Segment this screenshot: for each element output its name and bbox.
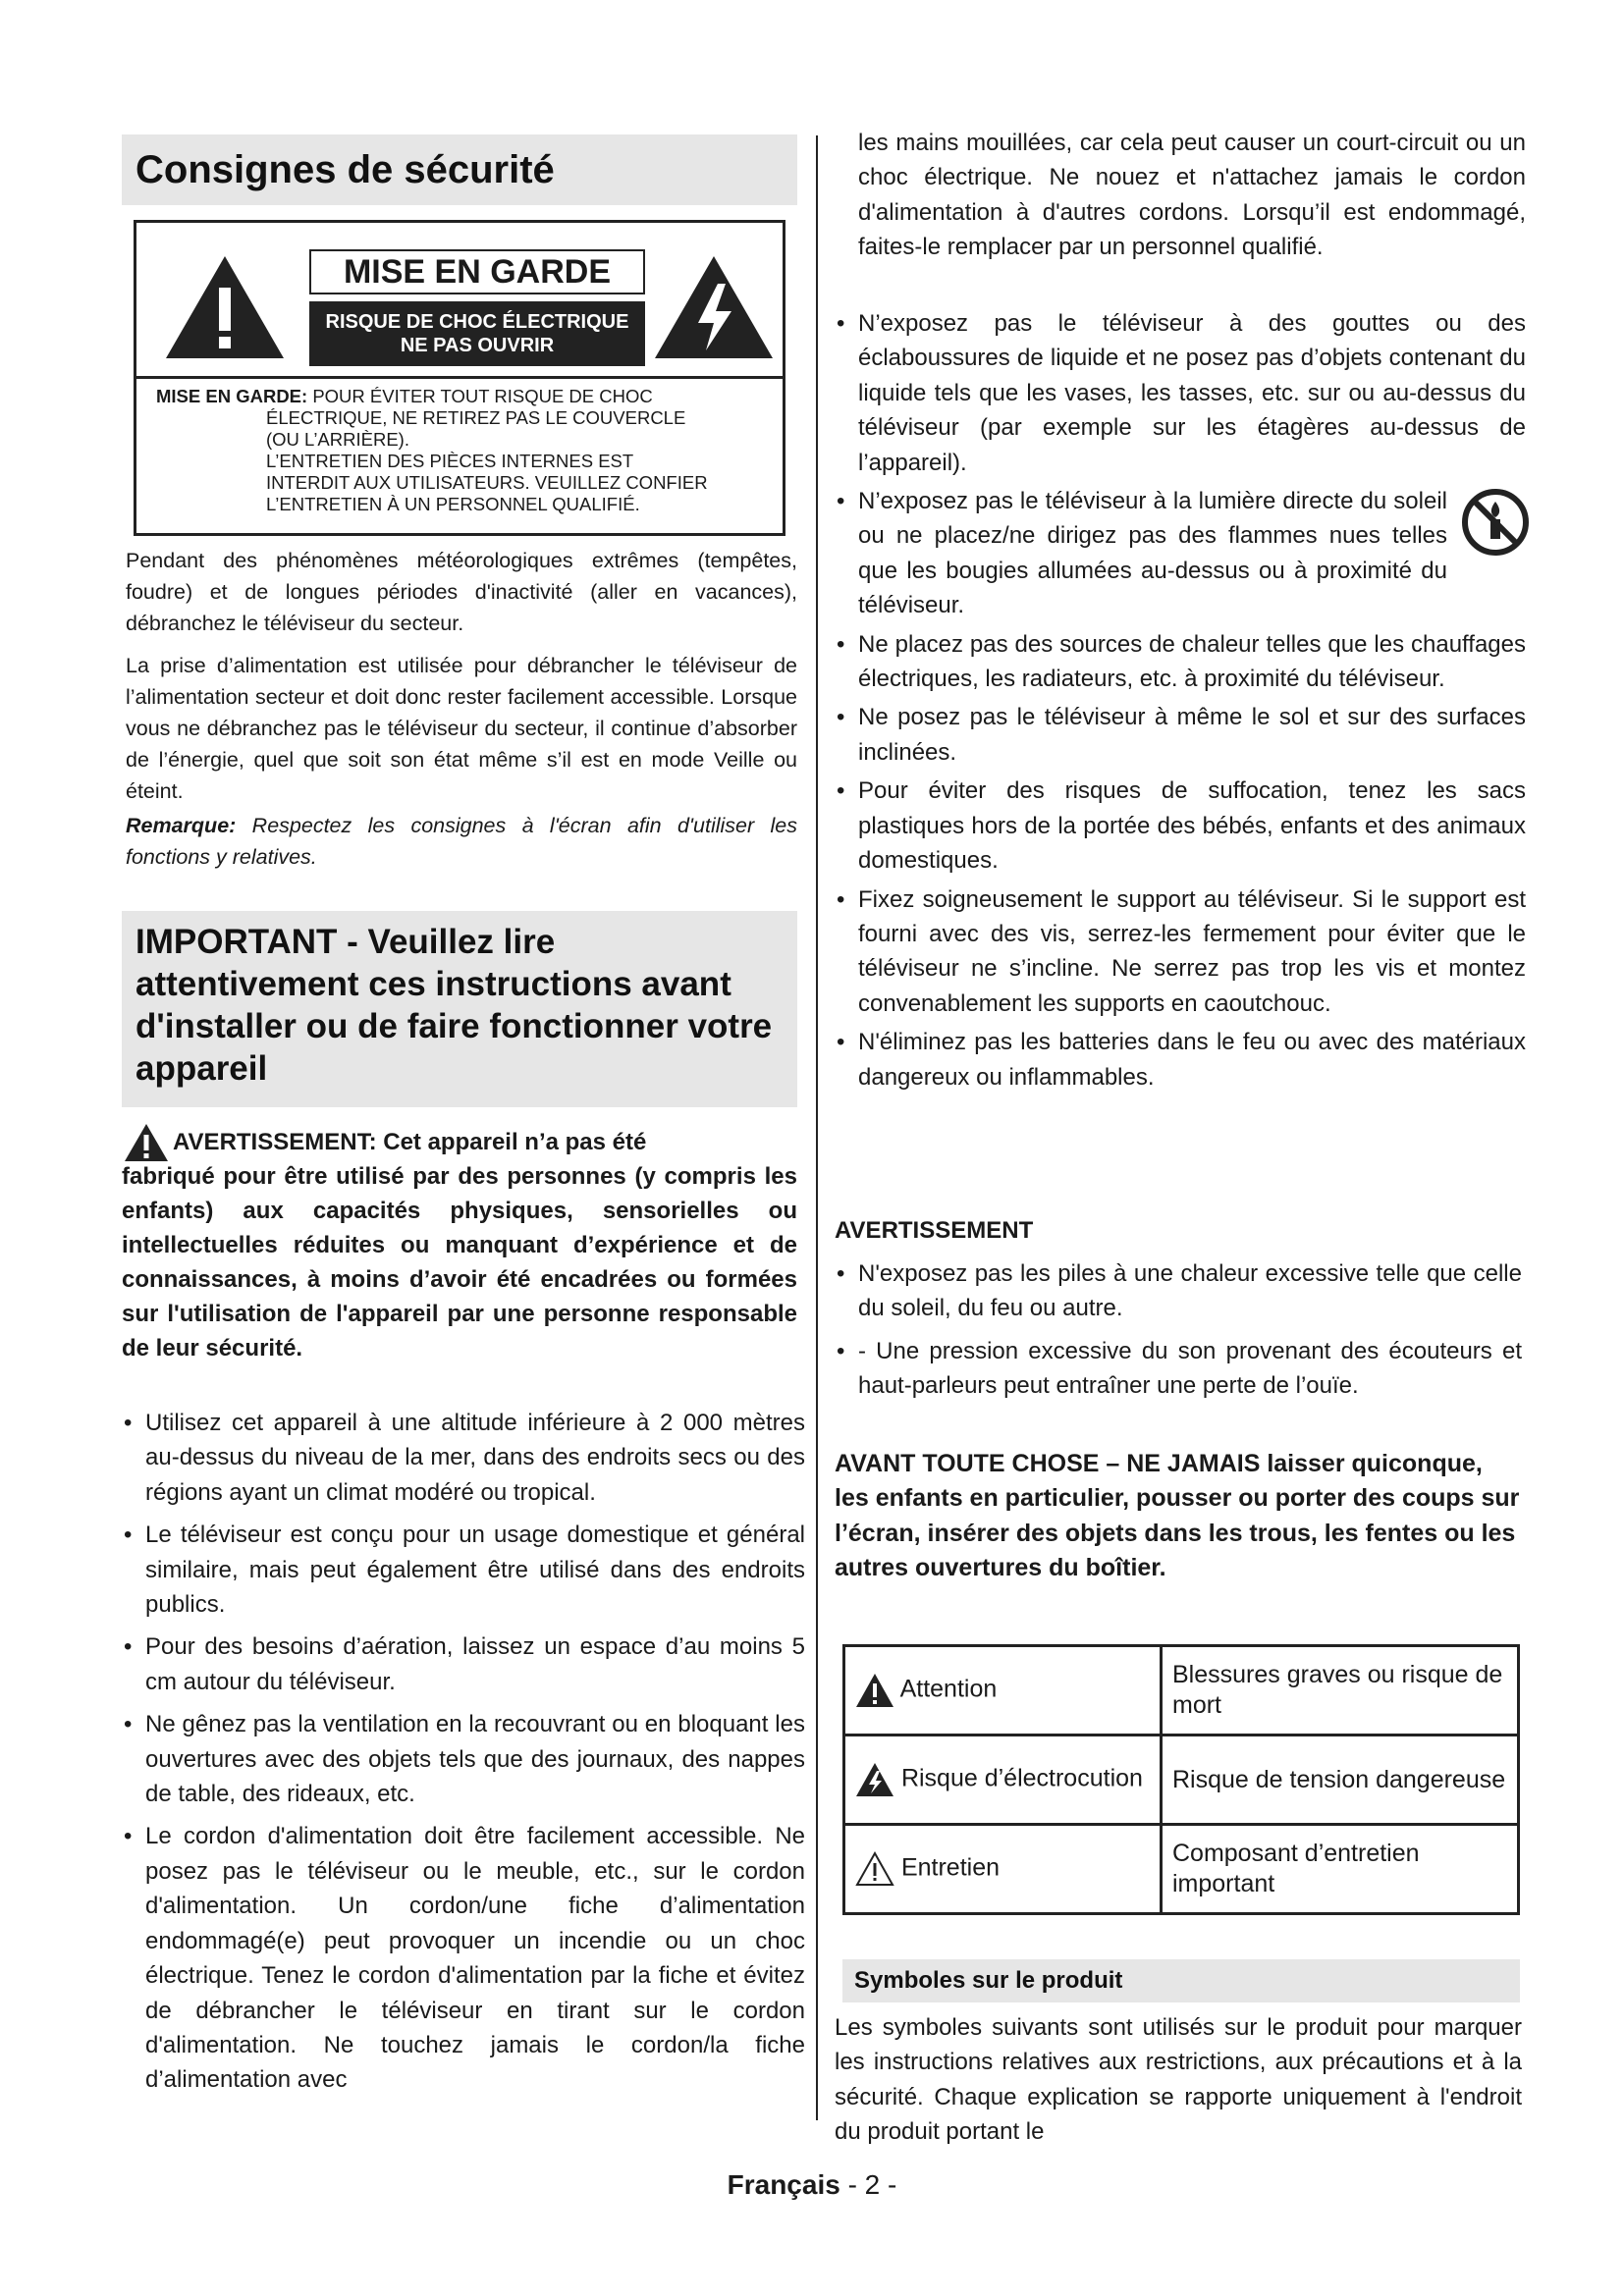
safety-list-left bbox=[122, 1406, 805, 2106]
page-title: Consignes de sécurité bbox=[122, 134, 797, 205]
caution-sub-line-2: NE PAS OUVRIR bbox=[400, 335, 555, 356]
caution-line-4: L’ENTRETIEN DES PIÈCES INTERNES EST bbox=[266, 451, 634, 471]
page-number: - 2 - bbox=[839, 2169, 897, 2200]
list-item: • Fixez soigneusement le support au téléviseur. Si le support est fourni avec des vis, serrez-les fermement pour éviter que le téléviseur ne s’incline. Ne serrez pas trop les vis et montez convenablement les supports en caoutchouc. bbox=[835, 882, 1526, 1022]
list-item: • Le téléviseur est conçu pour un usage domestique et général similaire, mais peut également être utilisé dans des endroits publics. bbox=[122, 1518, 805, 1622]
warning-triangle-icon bbox=[164, 254, 286, 360]
outline-warning-icon bbox=[855, 1851, 894, 1887]
caution-line-6: L’ENTRETIEN À UN PERSONNEL QUALIFIÉ. bbox=[266, 494, 640, 514]
meaning-cell: Risque de tension dangereuse bbox=[1162, 1735, 1519, 1825]
warning-statement-first-line bbox=[122, 1125, 797, 1159]
caution-line-1: POUR ÉVITER TOUT RISQUE DE CHOC bbox=[307, 386, 653, 406]
caution-text bbox=[156, 386, 775, 515]
safety-list-right bbox=[835, 306, 1526, 1098]
caution-lead: MISE EN GARDE: bbox=[156, 386, 308, 406]
symbol-cell bbox=[844, 1735, 1162, 1825]
warning-statement-rest: fabriqué pour être utilisé par des personnes (y compris les enfants) aux capacités physiques, sensorielles ou intellectuelles réduites ou manquant d’expérience et de connaissances, à moins d’avoir été encadrées ou formées sur l'utilisation de l'appareil par une personne responsable de leur sécurité. bbox=[122, 1163, 797, 1362]
meaning-cell: Composant d’entretien important bbox=[1162, 1825, 1519, 1914]
caution-box bbox=[134, 220, 785, 536]
meaning-cell: Blessures graves ou risque de mort bbox=[1162, 1646, 1519, 1735]
caution-sub-line-1: RISQUE DE CHOC ÉLECTRIQUE bbox=[325, 311, 629, 333]
symbol-label: Risque d’électrocution bbox=[900, 1764, 1143, 1792]
lightning-triangle-icon bbox=[653, 254, 775, 360]
column-divider bbox=[816, 135, 818, 2120]
first-of-all-statement: AVANT TOUTE CHOSE – NE JAMAIS laisser quiconque, les enfants en particulier, pousser ou porter des coups sur l’écran, insérer des objets dans les trous, les fentes ou les autres ouvertures du boîtier. bbox=[835, 1450, 1520, 1582]
list-item: • Ne gênez pas la ventilation en la recouvrant ou en bloquant les ouvertures avec des objets tels que des journaux, des nappes de table, des rideaux, etc. bbox=[122, 1707, 805, 1811]
symbols-title: Symboles sur le produit bbox=[842, 1959, 1520, 2002]
list-item: • N'éliminez pas les batteries dans le feu ou avec des matériaux dangereux ou inflammables. bbox=[835, 1025, 1526, 1095]
list-item: • N’exposez pas le téléviseur à des gouttes ou des éclaboussures de liquide et ne posez pas d’objets contenant du liquide tels que les vases, les tasses, etc. sur ou au-dessus du téléviseur (par exemple sur les étagères au-dessus de l’appareil). bbox=[835, 306, 1526, 480]
caution-subheading bbox=[309, 301, 645, 366]
remark-paragraph bbox=[126, 810, 797, 873]
sunlight-text: N’exposez pas le téléviseur à la lumière directe du soleil ou ne placez/ne dirigez pas des flammes nues telles que les bougies allumées au-dessus ou à proximité du téléviseur. bbox=[858, 488, 1447, 619]
symbols-paragraph: Les symboles suivants sont utilisés sur le produit pour marquer les instructions relatives aux restrictions, aux précautions et à la sécurité. Chaque explication se rapporte uniquement à l'endroit du produit portant le bbox=[835, 2014, 1522, 2146]
symbols-table bbox=[842, 1644, 1520, 1915]
warning-triangle-icon bbox=[124, 1123, 169, 1162]
weather-paragraph: Pendant des phénomènes météorologiques extrêmes (tempêtes, foudre) et de longues périodes d'inactivité (aller en vacances), débranchez le téléviseur du secteur. bbox=[126, 549, 797, 635]
table-row bbox=[844, 1735, 1519, 1825]
symbol-cell bbox=[844, 1825, 1162, 1914]
caution-heading: MISE EN GARDE bbox=[309, 249, 645, 294]
list-item: • Ne posez pas le téléviseur à même le sol et sur des surfaces inclinées. bbox=[835, 700, 1526, 770]
symbol-label: Entretien bbox=[900, 1853, 1001, 1882]
caution-line-2: ÉLECTRIQUE, NE RETIREZ PAS LE COUVERCLE bbox=[266, 407, 686, 428]
footer-language: Français bbox=[727, 2169, 840, 2200]
list-item bbox=[835, 484, 1526, 623]
caution-line-5: INTERDIT AUX UTILISATEURS. VEUILLEZ CONFIER bbox=[266, 472, 708, 493]
warning-statement-lead: AVERTISSEMENT: Cet appareil n’a pas été bbox=[173, 1129, 647, 1155]
list-item: • Utilisez cet appareil à une altitude inférieure à 2 000 mètres au-dessus du niveau de la mer, dans des endroits secs ou des régions ayant un climat modéré ou tropical. bbox=[122, 1406, 805, 1510]
caution-divider bbox=[136, 376, 783, 379]
remark-text: Respectez les consignes à l'écran afin d'utiliser les fonctions y relatives. bbox=[126, 814, 797, 869]
list-item: • Pour éviter des risques de suffocation, tenez les sacs plastiques hors de la portée des bébés, enfants et des animaux domestiques. bbox=[835, 774, 1526, 878]
table-row bbox=[844, 1646, 1519, 1735]
page-footer bbox=[0, 2169, 1624, 2201]
remark-label: Remarque: bbox=[126, 814, 237, 837]
warning-triangle-icon bbox=[855, 1673, 894, 1708]
no-flame-icon bbox=[1461, 488, 1530, 557]
warning-heading: AVERTISSEMENT bbox=[835, 1217, 1034, 1244]
caution-line-3: (OU L’ARRIÈRE). bbox=[266, 429, 409, 450]
list-item: • - Une pression excessive du son provenant des écouteurs et haut-parleurs peut entraîner une perte de l’ouïe. bbox=[835, 1334, 1522, 1404]
warning-statement bbox=[122, 1125, 797, 1365]
symbol-cell bbox=[844, 1646, 1162, 1735]
lightning-triangle-icon bbox=[855, 1762, 894, 1797]
continued-paragraph: les mains mouillées, car cela peut causer un court-circuit ou un choc électrique. Ne nouez et n'attachez jamais le cordon d'alimentation à d'autres cordons. Lorsqu’il est endommagé, faites-le remplacer par un personnel qualifié. bbox=[858, 130, 1526, 261]
table-row bbox=[844, 1825, 1519, 1914]
list-item: • N'exposez pas les piles à une chaleur excessive telle que celle du soleil, du feu ou autre. bbox=[835, 1256, 1522, 1326]
plug-paragraph: La prise d’alimentation est utilisée pour débrancher le téléviseur de l’alimentation secteur et doit donc rester facilement accessible. Lorsque vous ne débranchez pas le téléviseur du secteur, il continue d’absorber de l’énergie, quel que soit son état même s’il est en mode Veille ou éteint. bbox=[126, 654, 797, 803]
list-item: • Pour des besoins d’aération, laissez un espace d’au moins 5 cm autour du téléviseur. bbox=[122, 1629, 805, 1699]
important-title: IMPORTANT - Veuillez lire attentivement ces instructions avant d'installer ou de faire fonctionner votre appareil bbox=[122, 911, 797, 1107]
list-item: • Le cordon d'alimentation doit être facilement accessible. Ne posez pas le téléviseur ou le meuble, etc., sur le cordon d'alimentation. Un cordon/une fiche d’alimentation endommagé(e) peut provoquer un incendie ou un choc électrique. Tenez le cordon d'alimentation par la fiche et évitez de débrancher le téléviseur en tirant sur le cordon d'alimentation. Ne touchez jamais le cordon/la fiche d’alimentation avec bbox=[122, 1819, 805, 2097]
battery-list bbox=[835, 1256, 1522, 1412]
symbol-label: Attention bbox=[899, 1675, 998, 1703]
list-item: • Ne placez pas des sources de chaleur telles que les chauffages électriques, les radiateurs, etc. à proximité du téléviseur. bbox=[835, 627, 1526, 697]
